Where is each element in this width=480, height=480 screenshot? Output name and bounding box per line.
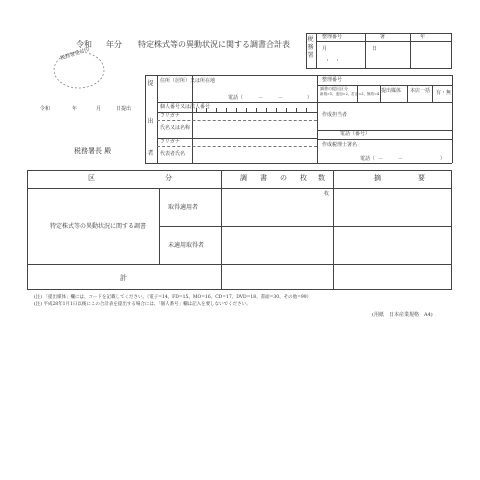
header-count-1: 調 — [240, 174, 247, 182]
phone-dashes: － － — [258, 95, 284, 101]
header-count-4: 枚 — [300, 174, 307, 182]
count-total-cell[interactable] — [222, 265, 332, 289]
submission-type-note: 新規=1、追加=2、訂正=3、無効=4 — [320, 92, 380, 96]
creator-phone: 電話（番号） — [340, 131, 371, 137]
phone-close: ） — [307, 95, 313, 101]
creator-label: 作成担当者 — [322, 112, 348, 118]
id-number-label: 個人番号又は法人番号 — [160, 104, 211, 110]
head-office-label: 本店一括 — [410, 88, 431, 94]
date-year: 年 — [72, 106, 78, 112]
address-label: 住所（居所）又は所在地 — [160, 78, 216, 84]
office-row-4: 月 — [322, 46, 328, 52]
note-1: (注) 「提出媒体」欄には、コードを記載してください。（電子=14、FD=15、MO=16、CD=17、DVD=18、書面=30、その他=99） — [34, 295, 312, 300]
count-applied-cell[interactable] — [222, 189, 332, 225]
office-salutation: 税務署長 殿 — [74, 147, 112, 155]
office-row-5: 日 — [372, 46, 378, 52]
tax-id-label: 整理番号 — [322, 77, 343, 83]
tax-accountant-dashes: － － — [378, 156, 404, 162]
representative-label: 代表者氏名 — [160, 151, 186, 157]
yes-no-label: 有・無 — [436, 90, 452, 96]
tax-accountant-label: 作成税理士署名 — [322, 142, 358, 148]
row-label-total: 計 — [120, 274, 127, 282]
receipt-stamp-label: 税務署受付印 — [59, 46, 91, 62]
furigana-label-2: フリガナ — [160, 139, 180, 145]
header-remarks-1: 摘 — [374, 174, 381, 182]
date-month: 月 — [96, 106, 102, 112]
media-label: 提出媒体 — [381, 88, 402, 94]
header-year-unit: 年分 — [106, 40, 122, 49]
submitter-label-2: 出 — [147, 118, 154, 125]
header-category-2: 分 — [165, 174, 172, 182]
row-label-applied: 取得適用者 — [168, 204, 199, 211]
date-day: 日提出 — [116, 106, 132, 112]
name-label: 氏名又は名称 — [160, 125, 191, 131]
row-label-main: 特定株式等の異動状況に関する調書 — [50, 223, 147, 230]
page-title: 特定株式等の異動状況に関する調書合計表 — [138, 40, 290, 49]
tax-accountant-close: ） — [440, 156, 446, 162]
submitter-label-1: 提 — [147, 80, 154, 87]
header-count-5: 数 — [318, 174, 325, 182]
header-remarks-2: 要 — [418, 174, 425, 182]
count-unit: 枚 — [324, 191, 330, 197]
row-label-unapplied: 未適用取得者 — [168, 242, 205, 249]
submission-type-label: 調書の提出区分 — [320, 86, 348, 91]
office-row-1: 整理番号 — [322, 34, 343, 40]
furigana-label-1: フリガナ — [160, 113, 180, 119]
phone-label: 電話（ — [228, 95, 244, 101]
header-era: 令和 — [76, 40, 92, 49]
paper-size-note: (用紙 日本産業規格 A4) — [372, 312, 433, 318]
header-category-1: 区 — [88, 174, 95, 182]
office-row-3: 年 — [420, 34, 426, 40]
date-era: 令和 — [40, 106, 51, 112]
office-dots: ・ ・ — [325, 58, 341, 64]
note-2: (注) 平成28年1月1日以後にこの合計表を提出する場合には、「個人番号」欄は記入を要しないでください。 — [34, 302, 251, 307]
header-count-3: の — [280, 174, 287, 182]
submitter-label-3: 者 — [147, 150, 154, 157]
tax-accountant-phone: 電話（ — [360, 156, 376, 162]
office-use-vertical-label: 税務署 — [307, 36, 314, 59]
office-row-2: 署 — [380, 34, 386, 40]
count-unapplied-cell[interactable] — [222, 227, 332, 263]
header-count-2: 書 — [260, 174, 267, 182]
